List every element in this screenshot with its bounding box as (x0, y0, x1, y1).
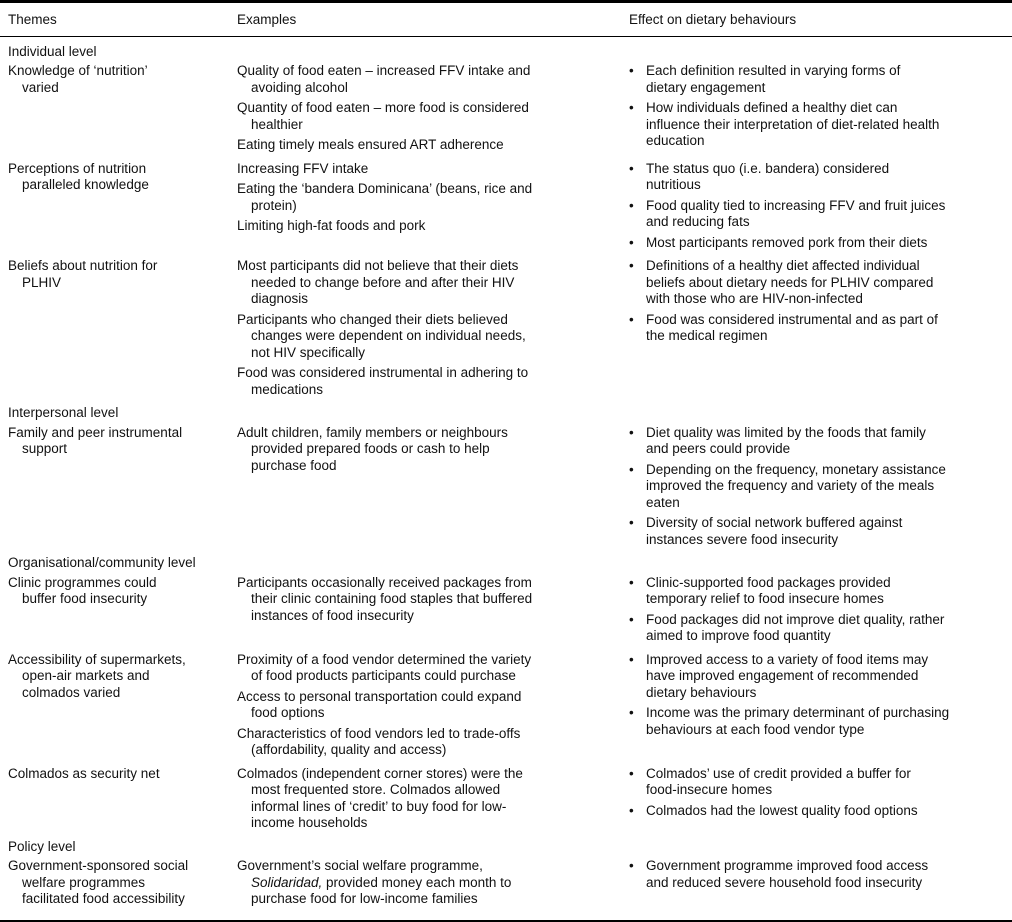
effect-line: food-insecure homes (646, 782, 773, 797)
effects-cell (625, 766, 1008, 832)
effect-item (629, 63, 1008, 96)
table-row (8, 161, 1008, 252)
example-line: of food products participants could purchase (251, 668, 516, 683)
bullet-icon: • (629, 802, 634, 818)
example-line: not HIV specifically (251, 344, 366, 360)
theme-line: Beliefs about nutrition for (8, 258, 158, 273)
theme-line: Perceptions of nutrition (8, 160, 147, 176)
example-line: Increasing FFV intake (237, 160, 369, 176)
example-item (237, 258, 617, 308)
effects-cell (625, 858, 1008, 908)
bullet-icon: • (629, 651, 634, 667)
examples-cell (237, 63, 625, 154)
effect-line: instances severe food insecurity (646, 531, 839, 547)
example-line: Quality of food eaten – increased FFV intake and (237, 63, 531, 78)
table-section (8, 555, 1008, 832)
example-item (237, 689, 617, 722)
bullet-icon: • (629, 574, 634, 590)
bullet-icon: • (629, 63, 634, 78)
effect-line: • Income was the primary determinant of purchasing (629, 705, 950, 720)
effect-item (629, 198, 1008, 231)
text-run: provided money each month to (322, 874, 512, 890)
theme-line: Accessibility of supermarkets, (8, 651, 186, 667)
effect-item (629, 425, 1008, 458)
table-header-examples: Examples (237, 12, 297, 27)
effects-cell (625, 161, 1008, 252)
effect-item (629, 312, 1008, 345)
theme-cell (8, 766, 237, 832)
example-line: Proximity of a food vendor determined the variety (237, 651, 532, 667)
theme-line: PLHIV (22, 274, 62, 290)
effect-item (629, 858, 1008, 891)
effect-line: • The status quo (i.e. bandera) considered (629, 160, 890, 176)
effect-line: • How individuals defined a healthy diet can (629, 100, 898, 115)
effect-line: • Colmados had the lowest quality food options (629, 802, 918, 818)
effect-line: • Colmados’ use of credit provided a buffer for (629, 765, 911, 781)
table-section (8, 405, 1008, 548)
example-line: Participants who changed their diets believed (237, 311, 508, 327)
theme-line: welfare programmes (22, 874, 146, 890)
effect-line: with those who are HIV-non-infected (646, 291, 863, 306)
bullet-icon: • (629, 234, 634, 250)
bullet-icon: • (629, 258, 634, 273)
effect-item (629, 612, 1008, 645)
example-line: Participants occasionally received packages from (237, 574, 532, 590)
examples-cell (237, 652, 625, 759)
section-label: Interpersonal level (8, 405, 119, 420)
effect-item (629, 575, 1008, 608)
bullet-icon: • (629, 160, 634, 176)
effect-line: • Food was considered instrumental and as part of (629, 311, 938, 327)
table-row (8, 652, 1008, 759)
example-line: protein) (251, 197, 297, 213)
table-header-row (0, 0, 1012, 37)
effect-line: eaten (646, 494, 680, 510)
example-line: purchase food (251, 457, 337, 473)
example-line: changes were dependent on individual needs, (251, 328, 526, 343)
bullet-icon: • (629, 765, 634, 781)
example-item (237, 63, 617, 96)
effect-line: dietary engagement (646, 79, 766, 95)
example-line: diagnosis (251, 291, 309, 306)
effect-item (629, 766, 1008, 799)
example-line: Government’s social welfare programme, (237, 858, 483, 873)
table-row (8, 575, 1008, 645)
effects-cell (625, 425, 1008, 549)
effects-cell (625, 63, 1008, 154)
effect-line: • Most participants removed pork from their diets (629, 234, 928, 250)
example-line: medications (251, 381, 324, 397)
theme-line: Knowledge of ‘nutrition’ (8, 63, 148, 78)
theme-line: facilitated food accessibility (22, 891, 185, 906)
example-line: Limiting high-fat foods and pork (237, 218, 426, 233)
effect-line: • Food packages did not improve diet quality, rather (629, 611, 945, 627)
effect-item (629, 515, 1008, 548)
example-line: instances of food insecurity (251, 607, 414, 623)
effect-line: influence their interpretation of diet-related health (646, 116, 940, 132)
example-line: needed to change before and after their HIV (251, 274, 515, 290)
example-line: most frequented store. Colmados allowed (251, 782, 501, 797)
effect-line: • Improved access to a variety of food items may (629, 651, 929, 667)
theme-cell (8, 161, 237, 252)
effect-line: beliefs about dietary needs for PLHIV compared (646, 274, 934, 290)
example-line: Characteristics of food vendors led to trade-offs (237, 725, 521, 741)
table-header-effects: Effect on dietary behaviours (629, 12, 797, 27)
effect-item (629, 100, 1008, 150)
effect-line: and reduced severe household food insecurity (646, 874, 923, 890)
bullet-icon: • (629, 611, 634, 627)
section-label: Policy level (8, 838, 76, 854)
example-item (237, 137, 617, 154)
table-row (8, 63, 1008, 154)
example-line (251, 875, 617, 892)
bullet-icon: • (629, 311, 634, 327)
table-row (8, 425, 1008, 549)
effect-line: • Diet quality was limited by the foods that family (629, 424, 926, 440)
example-item (237, 181, 617, 214)
bullet-icon: • (629, 515, 634, 530)
theme-cell (8, 258, 237, 398)
example-line: Adult children, family members or neighbours (237, 424, 508, 440)
effect-line: have improved engagement of recommended (646, 668, 919, 683)
theme-line: Family and peer instrumental (8, 424, 183, 440)
table-header-themes: Themes (8, 12, 57, 27)
effect-item (629, 803, 1008, 820)
effect-line: dietary behaviours (646, 684, 757, 700)
examples-cell (237, 258, 625, 398)
bullet-icon: • (629, 100, 634, 115)
italic-text: Solidaridad, (251, 874, 323, 890)
example-line: food options (251, 705, 325, 720)
example-item (237, 575, 617, 625)
table-section (8, 44, 1008, 399)
theme-line: colmados varied (22, 684, 121, 700)
theme-cell (8, 63, 237, 154)
effect-line: nutritious (646, 177, 701, 192)
effect-item (629, 161, 1008, 194)
section-label: Organisational/community level (8, 555, 196, 570)
example-line: Quantity of food eaten – more food is considered (237, 100, 529, 115)
effect-item (629, 705, 1008, 738)
theme-cell (8, 858, 237, 908)
theme-cell (8, 575, 237, 645)
theme-line: support (22, 441, 68, 456)
effect-line: • Depending on the frequency, monetary assistance (629, 461, 946, 477)
example-line: Eating timely meals ensured ART adherence (237, 137, 504, 152)
effect-item (629, 235, 1008, 252)
example-line: avoiding alcohol (251, 79, 348, 95)
effect-line: education (646, 133, 705, 148)
effect-line: behaviours at each food vendor type (646, 721, 865, 737)
effect-line: and peers could provide (646, 441, 791, 456)
effect-line: • Food quality tied to increasing FFV and fruit juices (629, 197, 946, 213)
theme-line: buffer food insecurity (22, 591, 148, 606)
example-line: their clinic containing food staples that buffered (251, 591, 533, 606)
examples-cell (237, 161, 625, 252)
example-line: provided prepared foods or cash to help (251, 441, 490, 456)
effect-line: • Definitions of a healthy diet affected individual (629, 258, 920, 273)
example-line: income households (251, 815, 368, 830)
example-item (237, 726, 617, 759)
bullet-icon: • (629, 858, 634, 873)
example-item (237, 161, 617, 178)
theme-line: Colmados as security net (8, 765, 160, 781)
example-item (237, 365, 617, 398)
bullet-icon: • (629, 424, 634, 440)
effects-cell (625, 652, 1008, 759)
examples-cell (237, 575, 625, 645)
example-line: purchase food for low-income families (251, 891, 478, 906)
theme-cell (8, 425, 237, 549)
effect-line: temporary relief to food insecure homes (646, 591, 884, 606)
example-line: Eating the ‘bandera Dominicana’ (beans, rice and (237, 181, 533, 196)
bullet-icon: • (629, 705, 634, 720)
effect-line: and reducing fats (646, 214, 750, 229)
example-item (237, 100, 617, 133)
examples-cell (237, 766, 625, 832)
example-item (237, 652, 617, 685)
effect-line: • Government programme improved food access (629, 858, 929, 873)
examples-cell (237, 425, 625, 549)
bullet-icon: • (629, 461, 634, 477)
effect-line: improved the frequency and variety of the meals (646, 478, 935, 493)
theme-line: Government-sponsored social (8, 858, 189, 873)
effect-line: • Clinic-supported food packages provided (629, 574, 891, 590)
table-row (8, 766, 1008, 832)
example-item (237, 218, 617, 235)
bullet-icon: • (629, 197, 634, 213)
theme-line: paralleled knowledge (22, 177, 149, 192)
table-section (8, 839, 1008, 908)
theme-cell (8, 652, 237, 759)
effect-item (629, 652, 1008, 702)
example-item (237, 858, 617, 908)
example-item (237, 312, 617, 362)
example-line: Food was considered instrumental in adhering to (237, 365, 529, 380)
theme-line: open-air markets and (22, 668, 150, 683)
example-line: healthier (251, 116, 303, 132)
example-line: Access to personal transportation could expand (237, 688, 522, 704)
example-line: informal lines of ‘credit’ to buy food for low- (251, 798, 507, 814)
theme-line: varied (22, 79, 59, 95)
example-line: (affordability, quality and access) (251, 742, 447, 757)
effect-item (629, 258, 1008, 308)
effects-cell (625, 258, 1008, 398)
effect-item (629, 462, 1008, 512)
effect-line: • Diversity of social network buffered against (629, 515, 903, 530)
table-row (8, 258, 1008, 398)
section-label: Individual level (8, 43, 97, 59)
effects-cell (625, 575, 1008, 645)
table-row (8, 858, 1008, 908)
example-item (237, 425, 617, 475)
example-line: Most participants did not believe that their diets (237, 258, 519, 273)
examples-cell (237, 858, 625, 908)
table-body (0, 37, 1012, 922)
example-item (237, 766, 617, 832)
effect-line: • Each definition resulted in varying forms of (629, 63, 901, 78)
effect-line: aimed to improve food quantity (646, 628, 831, 643)
effect-line: the medical regimen (646, 328, 768, 343)
theme-line: Clinic programmes could (8, 574, 157, 590)
example-line: Colmados (independent corner stores) were the (237, 765, 523, 781)
